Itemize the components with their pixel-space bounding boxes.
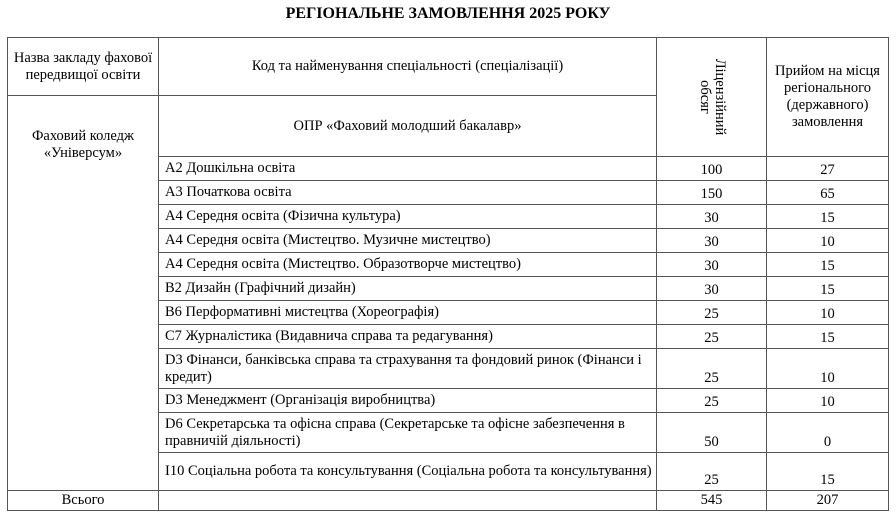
header-specialty: Код та найменування спеціальності (спеціалізації)	[159, 38, 657, 96]
license-cell: 25	[657, 325, 767, 349]
license-cell: 25	[657, 301, 767, 325]
header-program: ОПР «Фаховий молодший бакалавр»	[159, 96, 657, 157]
license-cell: 25	[657, 349, 767, 389]
regional-order-table	[7, 37, 889, 511]
total-admission: 207	[767, 491, 889, 511]
admission-cell: 10	[767, 389, 889, 413]
admission-cell: 27	[767, 157, 889, 181]
specialty-cell: А2 Дошкільна освіта	[159, 157, 657, 181]
license-cell: 50	[657, 413, 767, 453]
specialty-cell: С7 Журналістика (Видавнича справа та редагування)	[159, 325, 657, 349]
total-row	[8, 491, 889, 511]
license-cell: 30	[657, 277, 767, 301]
admission-cell: 0	[767, 413, 889, 453]
admission-cell: 65	[767, 181, 889, 205]
specialty-cell: А4 Середня освіта (Фізична культура)	[159, 205, 657, 229]
specialty-cell: D3 Фінанси, банківська справа та страхування та фондовий ринок (Фінанси і кредит)	[159, 349, 657, 389]
admission-cell: 15	[767, 205, 889, 229]
specialty-cell: А4 Середня освіта (Мистецтво. Образотворче мистецтво)	[159, 253, 657, 277]
specialty-cell: А3 Початкова освіта	[159, 181, 657, 205]
header-institution: Назва закладу фахової передвищої освіти	[8, 38, 159, 96]
license-cell: 30	[657, 229, 767, 253]
header-license-line1: Ліцензійний	[711, 58, 728, 136]
admission-cell: 15	[767, 253, 889, 277]
license-cell: 25	[657, 453, 767, 491]
license-cell: 100	[657, 157, 767, 181]
admission-cell: 10	[767, 301, 889, 325]
header-admission: Прийом на місця регіонального (державного) замовлення	[767, 38, 889, 157]
license-cell: 25	[657, 389, 767, 413]
total-specialty-empty	[159, 491, 657, 511]
admission-cell: 15	[767, 453, 889, 491]
header-license-line2: обсяг	[696, 80, 713, 114]
admission-cell: 15	[767, 325, 889, 349]
document-title: РЕГІОНАЛЬНЕ ЗАМОВЛЕННЯ 2025 РОКУ	[285, 5, 611, 22]
institution-name: Фаховий коледж «Універсум»	[8, 96, 159, 491]
specialty-cell: D6 Секретарська та офісна справа (Секретарське та офісне забезпечення в правничій діяльності)	[159, 413, 657, 453]
specialty-cell: І10 Соціальна робота та консультування (Соціальна робота та консультування)	[159, 453, 657, 491]
license-cell: 30	[657, 205, 767, 229]
admission-cell: 10	[767, 229, 889, 253]
total-license: 545	[657, 491, 767, 511]
admission-cell: 10	[767, 349, 889, 389]
specialty-cell: В2 Дизайн (Графічний дизайн)	[159, 277, 657, 301]
license-cell: 150	[657, 181, 767, 205]
header-license	[657, 38, 767, 157]
total-label: Всього	[8, 491, 159, 511]
specialty-cell: В6 Перформативні мистецтва (Хореографія)	[159, 301, 657, 325]
specialty-cell: А4 Середня освіта (Мистецтво. Музичне мистецтво)	[159, 229, 657, 253]
specialty-cell: D3 Менеджмент (Організація виробництва)	[159, 389, 657, 413]
admission-cell: 15	[767, 277, 889, 301]
license-cell: 30	[657, 253, 767, 277]
